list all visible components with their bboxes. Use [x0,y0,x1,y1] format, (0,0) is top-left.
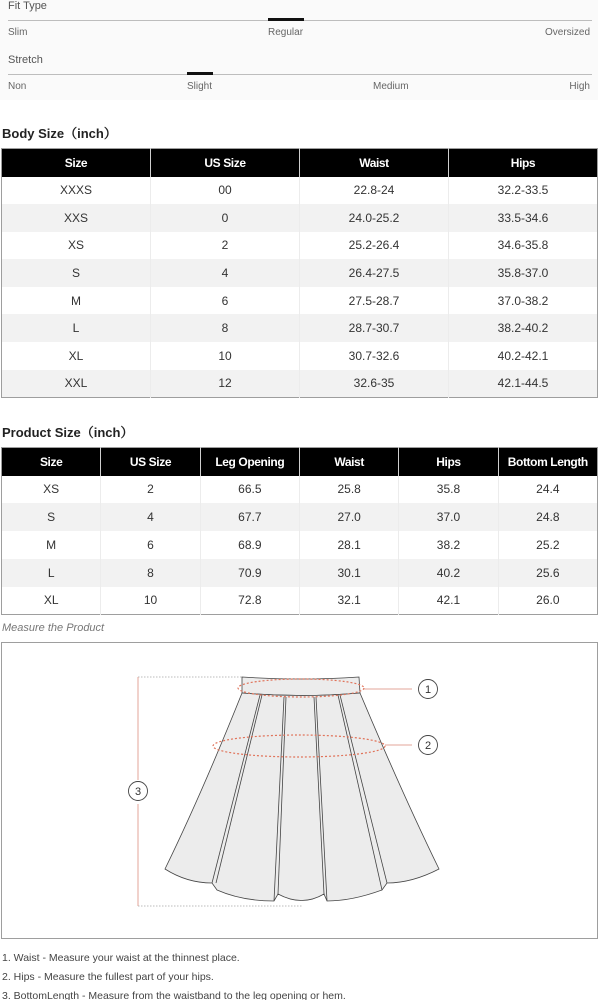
table-row [2,177,598,205]
table-cell: 22.8-24 [300,177,449,205]
column-header: Waist [299,448,398,476]
table-cell: 40.2-42.1 [449,342,598,370]
column-header: Waist [300,149,449,177]
skirt-diagram [2,643,599,940]
table-cell: 12 [151,370,300,398]
note-waist: 1. Waist - Measure your waist at the thinnest place. [2,952,240,964]
table-cell: XS [43,482,60,497]
measure-notes [2,949,346,1000]
table-cell: 26.0 [498,587,597,615]
marker-3-label: 3 [134,786,142,798]
table-row [2,503,598,531]
table-row [2,531,598,559]
table-row [2,259,598,287]
table-cell: 38.2-40.2 [449,314,598,342]
product-size-header-row [2,448,598,476]
table-cell: 32.1 [299,587,398,615]
column-header: US Size [151,149,300,177]
table-cell: 67.7 [200,503,299,531]
table-cell: 24.4 [498,476,597,504]
table-cell: 27.5-28.7 [300,287,449,315]
skirt-body [165,693,439,901]
table-cell: XXL [2,370,151,398]
table-row [2,342,598,370]
table-cell: 28.7-30.7 [300,314,449,342]
table-cell: 2 [151,232,300,260]
table-cell: XXS [2,204,151,232]
table-cell: 6 [151,287,300,315]
table-cell: 24.0-25.2 [300,204,449,232]
table-cell: XL [68,348,84,363]
marker-3 [129,782,148,801]
table-cell: 35.8-37.0 [449,259,598,287]
stretch-label: Stretch [8,54,43,66]
table-row [2,204,598,232]
table-cell: 33.5-34.6 [449,204,598,232]
body-size-body [2,177,598,398]
skirt-illustration [165,677,439,901]
table-row [2,314,598,342]
marker-1-label: 1 [424,684,432,696]
table-cell: 66.5 [200,476,299,504]
table-cell: 4 [151,259,300,287]
table-cell: 40.2 [399,559,498,587]
column-header: Size [2,448,101,476]
table-row [2,559,598,587]
measure-diagram [1,642,598,939]
table-cell: 10 [101,587,200,615]
stretch-option-slight: Slight [187,81,213,92]
table-cell: 6 [101,531,200,559]
column-header: US Size [101,448,200,476]
table-row [2,287,598,315]
body-size-header-row [2,149,598,177]
product-size-table [1,447,598,615]
measure-caption: Measure the Product [2,622,105,634]
column-header: Hips [399,448,498,476]
table-cell: 25.6 [498,559,597,587]
table-cell: 26.4-27.5 [300,259,449,287]
table-cell: 27.0 [299,503,398,531]
column-header: Bottom Length [498,448,597,476]
table-cell: 30.7-32.6 [300,342,449,370]
skirt-waistband [242,677,360,696]
marker-2-label: 2 [424,740,432,752]
table-cell: M [71,293,81,308]
table-row [2,370,598,398]
table-cell: 25.2 [498,531,597,559]
table-cell: M [46,537,57,552]
product-size-title: Product Size（inch） [2,425,134,440]
table-cell: 4 [101,503,200,531]
product-size-body [2,476,598,615]
table-cell: 72.8 [200,587,299,615]
table-cell: 42.1-44.5 [449,370,598,398]
table-cell: XL [43,593,59,608]
column-header: Size [2,149,151,177]
table-cell: 8 [151,314,300,342]
table-cell: 32.2-33.5 [449,177,598,205]
fit-option-regular: Regular [268,27,304,38]
table-cell: 00 [151,177,300,205]
table-cell: L [2,314,151,342]
table-cell: 25.8 [299,476,398,504]
table-cell: 70.9 [200,559,299,587]
fit-type-selected-marker [268,18,304,21]
marker-2 [419,736,438,755]
note-bottom-length: 3. BottomLength - Measure from the waistband to the leg opening or hem. [2,990,346,1000]
stretch-option-medium: Medium [373,81,409,92]
table-cell: 38.2 [399,531,498,559]
fit-option-slim: Slim [8,27,28,38]
table-cell: 68.9 [200,531,299,559]
table-cell: 42.1 [399,587,498,615]
table-row [2,232,598,260]
body-size-title: Body Size（inch） [2,126,117,141]
fit-option-oversized: Oversized [544,27,590,38]
table-cell: S [2,259,151,287]
table-cell: 35.8 [399,476,498,504]
table-cell: 24.8 [498,503,597,531]
table-cell: 10 [151,342,300,370]
table-cell: 30.1 [299,559,398,587]
table-cell: 32.6-35 [300,370,449,398]
table-cell: XS [67,238,84,253]
stretch-option-high: High [569,81,590,92]
table-row [2,587,598,615]
note-hips: 2. Hips - Measure the fullest part of your hips. [2,971,214,983]
table-cell: L [2,559,101,587]
table-cell: 2 [101,476,200,504]
table-cell: 37.0 [399,503,498,531]
body-size-table [1,148,598,398]
table-cell: 28.1 [299,531,398,559]
marker-1 [419,680,438,699]
table-cell: 8 [101,559,200,587]
stretch-option-non: Non [8,81,27,92]
fit-panel [0,0,598,100]
fit-type-label: Fit Type [8,0,47,12]
table-cell: 34.6-35.8 [449,232,598,260]
table-row [2,476,598,504]
table-cell: 37.0-38.2 [449,287,598,315]
table-cell: 0 [151,204,300,232]
stretch-selected-marker [187,72,213,75]
table-cell: XXXS [59,183,92,198]
table-cell: 25.2-26.4 [300,232,449,260]
column-header: Hips [449,149,598,177]
stretch-track [8,74,592,75]
column-header: Leg Opening [200,448,299,476]
table-cell: S [2,503,101,531]
